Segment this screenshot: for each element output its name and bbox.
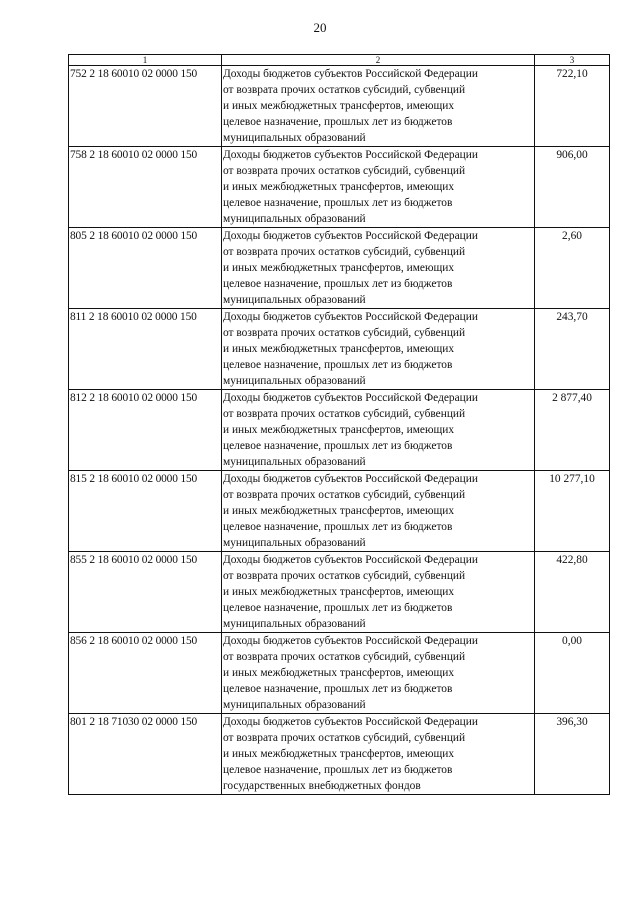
revenue-code-cell: 758 2 18 60010 02 0000 150 (69, 147, 222, 228)
description-line: Доходы бюджетов субъектов Российской Федерации (223, 392, 478, 404)
description-line: целевое назначение, прошлых лет из бюджетов (223, 521, 453, 533)
amount-cell: 243,70 (535, 309, 610, 390)
table-row (69, 309, 610, 390)
description-line: Доходы бюджетов субъектов Российской Федерации (223, 68, 478, 80)
amount-cell: 2,60 (535, 228, 610, 309)
amount-cell: 422,80 (535, 552, 610, 633)
description-line: целевое назначение, прошлых лет из бюджетов (223, 197, 453, 209)
page-number: 20 (313, 20, 327, 35)
revenue-description-cell (222, 714, 535, 795)
description-line: муниципальных образований (223, 294, 366, 306)
description-line: и иных межбюджетных трансфертов, имеющих (223, 181, 455, 193)
revenue-description-cell (222, 471, 535, 552)
revenue-description-cell (222, 228, 535, 309)
table-header-row (69, 55, 610, 66)
table-row (69, 714, 610, 795)
description-line: и иных межбюджетных трансфертов, имеющих (223, 424, 455, 436)
description-line: и иных межбюджетных трансфертов, имеющих (223, 667, 455, 679)
description-line: муниципальных образований (223, 456, 366, 468)
table-row (69, 228, 610, 309)
description-line: и иных межбюджетных трансфертов, имеющих (223, 586, 455, 598)
revenue-code-cell: 856 2 18 60010 02 0000 150 (69, 633, 222, 714)
amount-cell: 2 877,40 (535, 390, 610, 471)
description-line: Доходы бюджетов субъектов Российской Федерации (223, 149, 478, 161)
amount-cell: 722,10 (535, 66, 610, 147)
description-line: Доходы бюджетов субъектов Российской Федерации (223, 554, 478, 566)
description-line: от возврата прочих остатков субсидий, субвенций (223, 165, 466, 177)
amount-cell: 906,00 (535, 147, 610, 228)
description-line: государственных внебюджетных фондов (223, 780, 421, 792)
revenue-description-cell (222, 147, 535, 228)
description-line: Доходы бюджетов субъектов Российской Федерации (223, 635, 478, 647)
revenue-code-cell: 812 2 18 60010 02 0000 150 (69, 390, 222, 471)
description-line: от возврата прочих остатков субсидий, субвенций (223, 732, 466, 744)
description-line: целевое назначение, прошлых лет из бюджетов (223, 278, 453, 290)
revenue-code-cell: 805 2 18 60010 02 0000 150 (69, 228, 222, 309)
revenue-description-cell (222, 390, 535, 471)
table-body (69, 66, 610, 795)
table-row (69, 66, 610, 147)
description-line: и иных межбюджетных трансфертов, имеющих (223, 100, 455, 112)
revenue-code-cell: 752 2 18 60010 02 0000 150 (69, 66, 222, 147)
amount-cell: 10 277,10 (535, 471, 610, 552)
description-line: от возврата прочих остатков субсидий, субвенций (223, 651, 466, 663)
revenue-code-cell: 811 2 18 60010 02 0000 150 (69, 309, 222, 390)
description-line: Доходы бюджетов субъектов Российской Федерации (223, 230, 478, 242)
description-line: Доходы бюджетов субъектов Российской Федерации (223, 311, 478, 323)
revenue-description-cell (222, 309, 535, 390)
description-line: муниципальных образований (223, 375, 366, 387)
table-row (69, 147, 610, 228)
table-row (69, 633, 610, 714)
description-line: целевое назначение, прошлых лет из бюджетов (223, 683, 453, 695)
description-line: от возврата прочих остатков субсидий, субвенций (223, 570, 466, 582)
description-line: и иных межбюджетных трансфертов, имеющих (223, 262, 455, 274)
revenue-code-cell: 855 2 18 60010 02 0000 150 (69, 552, 222, 633)
table-row (69, 390, 610, 471)
description-line: муниципальных образований (223, 213, 366, 225)
description-line: муниципальных образований (223, 537, 366, 549)
revenue-code-cell: 815 2 18 60010 02 0000 150 (69, 471, 222, 552)
column-header-description: 2 (222, 55, 535, 66)
column-header-amount: 3 (535, 55, 610, 66)
description-line: и иных межбюджетных трансфертов, имеющих (223, 505, 455, 517)
description-line: целевое назначение, прошлых лет из бюджетов (223, 116, 453, 128)
description-line: муниципальных образований (223, 699, 366, 711)
description-line: от возврата прочих остатков субсидий, субвенций (223, 408, 466, 420)
amount-cell: 0,00 (535, 633, 610, 714)
revenue-description-cell (222, 552, 535, 633)
amount-cell: 396,30 (535, 714, 610, 795)
description-line: целевое назначение, прошлых лет из бюджетов (223, 440, 453, 452)
description-line: целевое назначение, прошлых лет из бюджетов (223, 359, 453, 371)
description-line: от возврата прочих остатков субсидий, субвенций (223, 327, 466, 339)
revenue-description-cell (222, 66, 535, 147)
table-row (69, 552, 610, 633)
revenue-code-cell: 801 2 18 71030 02 0000 150 (69, 714, 222, 795)
description-line: и иных межбюджетных трансфертов, имеющих (223, 748, 455, 760)
revenue-description-cell (222, 633, 535, 714)
description-line: муниципальных образований (223, 132, 366, 144)
description-line: Доходы бюджетов субъектов Российской Федерации (223, 473, 478, 485)
column-header-code: 1 (69, 55, 222, 66)
description-line: муниципальных образований (223, 618, 366, 630)
description-line: Доходы бюджетов субъектов Российской Федерации (223, 716, 478, 728)
description-line: от возврата прочих остатков субсидий, субвенций (223, 246, 466, 258)
description-line: от возврата прочих остатков субсидий, субвенций (223, 84, 466, 96)
table-row (69, 471, 610, 552)
budget-revenue-table (68, 54, 610, 795)
description-line: и иных межбюджетных трансфертов, имеющих (223, 343, 455, 355)
description-line: от возврата прочих остатков субсидий, субвенций (223, 489, 466, 501)
description-line: целевое назначение, прошлых лет из бюджетов (223, 602, 453, 614)
description-line: целевое назначение, прошлых лет из бюджетов (223, 764, 453, 776)
